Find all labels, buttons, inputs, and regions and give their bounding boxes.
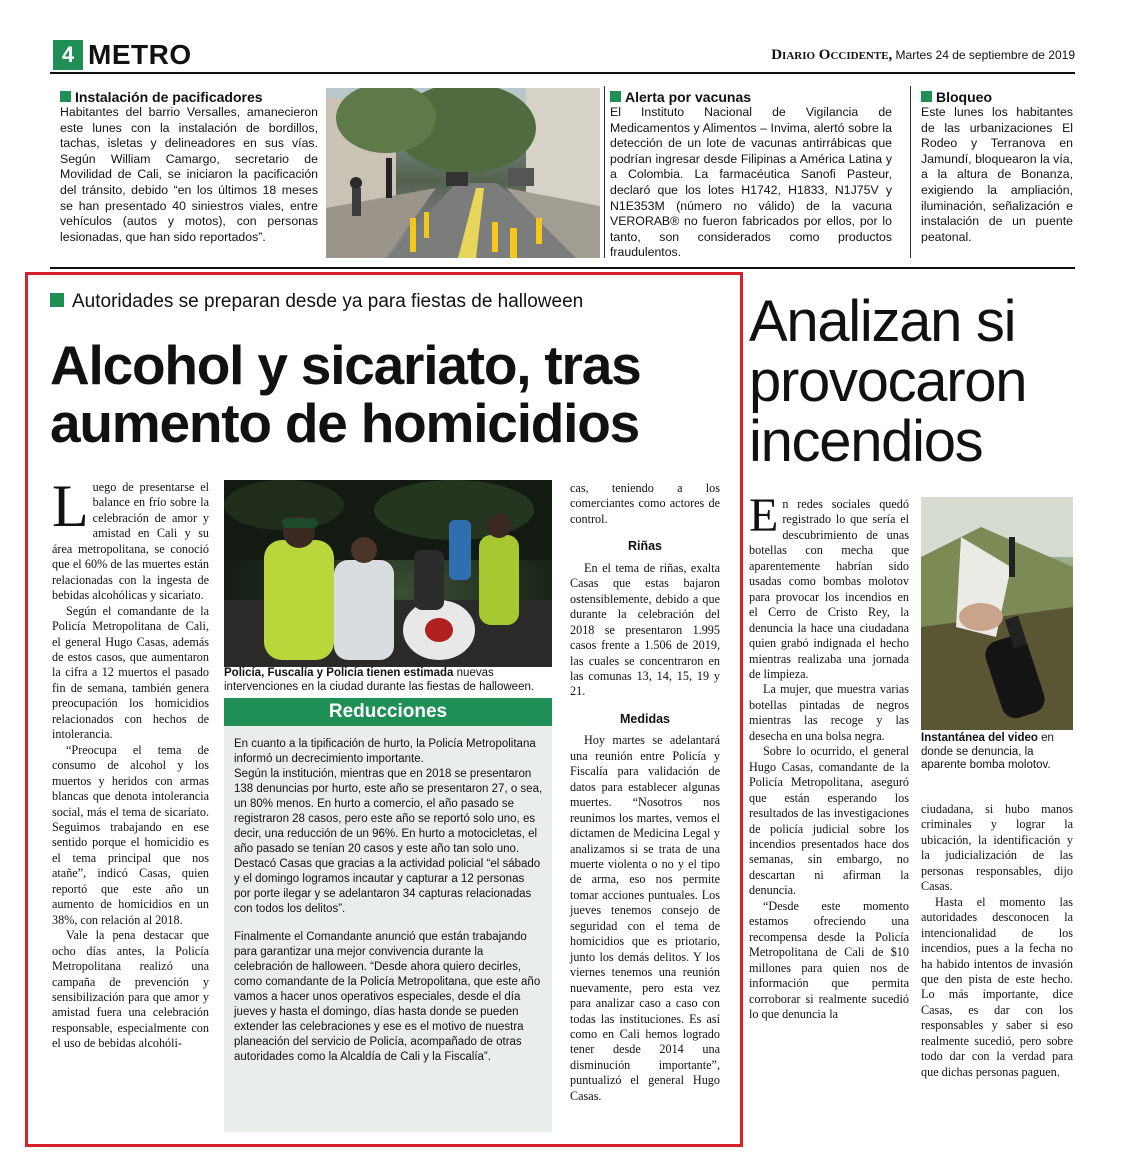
square-bullet-icon — [60, 91, 71, 102]
street-scene-illustration — [326, 88, 600, 258]
drop-cap: L — [52, 473, 89, 539]
sidebar-box-text: En cuanto a la tipificación de hurto, la Policía Metropolitana informó un decrecimiento importante. Según la institución, mientras que en 2018 se presentaron 138 denuncias por hurto, este año se presentaron 27, o sea, un 80% menos. En hurto a comercio, el año pasado se registraron 28 casos, pero este año se reportó solo uno, es decir, una reducción de un 96%. En hurto a motocicletas, el año pasado se tenían 20 casos y este año tan solo uno. Destacó Casas que gracias a la actividad policial “el sábado y el domingo logramos incautar y capturar a 12 personas por porte ilegar y se adelantaron 34 capturas relacionadas con todos los delitos”. Finalmente el Comandante anunció que están trabajando para garantizar una mejor convivencia durante la celebración de halloween. “Desde ahora quiero decirles, como comandante de la Policía Metropolitana, que este año vamos a hacer unos operativos especiales, desde el día jueves y hasta el domingo, días hasta donde se pueden extender las celebraciones y ese es el motivo de nuestra planeación del servicio de Policía, acompañado de otras autoridades como la Alcaldía de Cali y la Fiscalía”. — [234, 738, 543, 1063]
brief-vacunas — [610, 89, 892, 261]
square-bullet-icon — [610, 91, 621, 102]
brief-pacificadores — [60, 89, 318, 245]
story-column-1: Luego de presentarse el balance en frío sobre la celebración de amor y amistad en Cali y su área metropolitana, se conoció que el 60% de las muertes están relacionadas con la ingesta de bebidas alcohólicas y sicariato. Según el comandante de la Policía Metropolitana de Cali, el general Hugo Casas, además de estos casos, que aumentaron la cifra a 12 muertos el pasado fin de semana, también genera preocupación los homicidios relacionados con hechos de intolerancia. “Preocupa el tema de consumo de alcohol y los muertos y heridos con armas blancas que denota intolerancia social, más el tema de sicariato. Seguimos trabajando en ese sentido porque el homicidio es el tema principal que nos atañe”, indicó Casas, quien reportó que este año un aumento de homicidios en un 38%, con relación al 2018. Vale la pena destacar que ocho días antes, la Policía Metropolitana realizó una campaña de prevención y sensibilización para que amor y amistad fuera una celebración responsable, especialmente con el uso de bebidas alcohóli- — [52, 473, 209, 1051]
side-story-headline: Analizan si provocaron incendios — [749, 289, 1027, 474]
subhead-medidas: Medidas — [619, 711, 670, 726]
header-rule — [50, 72, 1075, 74]
brief-text: Este lunes los habitantes de las urbanizaciones El Rodeo y Terranova en Jamundí, bloquearon la vía, a la altura de Bonanza, exigiendo la ampliación, iluminación, señalización e instalación de un puente peatonal. — [921, 105, 1073, 244]
night-checkpoint-illustration — [224, 480, 552, 667]
issue-date: Martes 24 de septiembre de 2019 — [895, 48, 1075, 62]
subhead-rinas: Riñas — [627, 539, 663, 554]
column-divider — [910, 86, 911, 258]
drop-cap: E — [749, 489, 779, 542]
masthead-info — [700, 46, 1075, 64]
briefs-rule — [50, 267, 1075, 269]
side-story-column-2: ciudadana, si hubo manos criminales y lograr la ubicación, la identificación y la judicialización de las personas responsables, dijo Casas. Hasta el momento las autoridades desconocen la intencionalidad de los incendios, pues a la fecha no ha habido intentos de invasión que den pista de este hecho. Lo más importante, dice Casas, es dar con los responsables y saber si eso realmente sucedió, pero sobre todo dar con la verdad para que dichas personas paguen. — [921, 802, 1073, 1079]
hillside-bottle-illustration — [921, 497, 1073, 730]
photo-caption: Instantánea del video en donde se denuncia, la aparente bomba molotov. — [921, 732, 1054, 771]
street-photo — [326, 88, 600, 258]
side-story-column-1: En redes sociales quedó registrado lo que sería el descubrimiento de unas botellas con mecha que aparentemente habrían sido usadas como bombas molotov para provocar los incendios en el Cerro de Cristo Rey, la denuncia la hace una ciudadana quien grabó indignada el hecho mientras realizaba una jornada de limpieza. La mujer, que muestra varias botellas pintadas de negros mientras las recoge y las desecha en una bolsa negra. Sobre lo ocurrido, el general Hugo Casas, comandante de la Policía Metropolitana, aseguró que están esperando los resultados de las investigaciones de policía judicial sobre los incendios presentados hace dos semanas, sin embargo, no descartan ni afirman la denuncia. “Desde este momento estamos ofreciendo una recompensa desde la Policía Metropolitana de Cali de $10 millones para quien nos de información que permita corroborar si realmente sucedió lo que denuncia la — [749, 489, 909, 1021]
section-title: METRO — [88, 39, 192, 70]
brief-title: Alerta por vacunas — [610, 89, 892, 105]
brief-bloqueo — [921, 89, 1073, 245]
story-column-3: cas, teniendo a los comerciantes como actores de control. Riñas En el tema de riñas, exalta Casas que estas bajaron ostensiblemente, debido a que durante la celebración del 2018 se presentaron 1.995 casos frente a 1.506 de 2019, las cuales se concentraron en las comunas 13, 14, 15, 19 y 21. Medidas Hoy martes se adelantará una reunión entre Policía y Fiscalía para validación de datos para establecer algunas muertes. “Nosotros nos reunimos los martes, vemos el dictamen de Medicina Legal y analizamos si se trata de una muerte violenta o no y el tipo de arma, eso nos permite tomar acciones puntuales. Los jueves tenemos consejo de seguridad con el tema de homicidios que es priotario, junto los demás delitos. Y los viernes tenemos una reunión nuevamente, pero esta vez para analizar caso a caso con todas las instituciones. Es así como en Cali hemos logrado tener desde 2014 una disminución importante”, puntualizó el general Hugo Casas. — [570, 481, 720, 1103]
brief-title: Instalación de pacificadores — [60, 89, 318, 105]
page-number: 4 — [53, 40, 83, 70]
police-checkpoint-photo — [224, 480, 552, 667]
sidebar-box-title: Reducciones — [224, 698, 552, 726]
brief-text: Habitantes del barrio Versalles, amanecieron este lunes con la instalación de bordillos, tachas, isletas y delineadores en sus vías. Según William Camargo, secretario de Movilidad de Cali, se iniciaron la pacificación del tránsito, debido “en los últimos 18 meses se han presentado 40 siniestros viales, entre vehículos (autos y motos), con personas lesionadas, que han sido reportados”. — [60, 105, 318, 244]
story-headline: Alcohol y sicariato, tras aumento de homicidios — [50, 334, 641, 454]
column-divider — [604, 86, 605, 258]
photo-caption: Policía, Fuscalía y Policía tienen estimada nuevas intervenciones en la ciudad durante las fiestas de halloween. — [224, 667, 535, 693]
brief-title: Bloqueo — [921, 89, 1073, 105]
molotov-bottle-photo — [921, 497, 1073, 730]
story-kicker: Autoridades se preparan desde ya para fiestas de halloween — [50, 290, 583, 314]
newspaper-name: Diario Occidente, — [771, 47, 893, 63]
square-bullet-icon — [921, 91, 932, 102]
square-bullet-icon — [50, 293, 64, 307]
brief-text: El Instituto Nacional de Vigilancia de Medicamentos y Alimentos – Invima, alertó sobre la detección de un lote de vacunas antirrábicas que podrían ingresar desde Filipinas a América Latina y a Colombia. La farmacéutica Sanofi Pasteur, declaró que los lotes H1742, H1833, N1J75V y N1E353M (número no válido) de la vacuna VERORAB® no fueron fabricados por ellos, por lo tanto, son considerados como productos fraudulentos. — [610, 105, 892, 260]
